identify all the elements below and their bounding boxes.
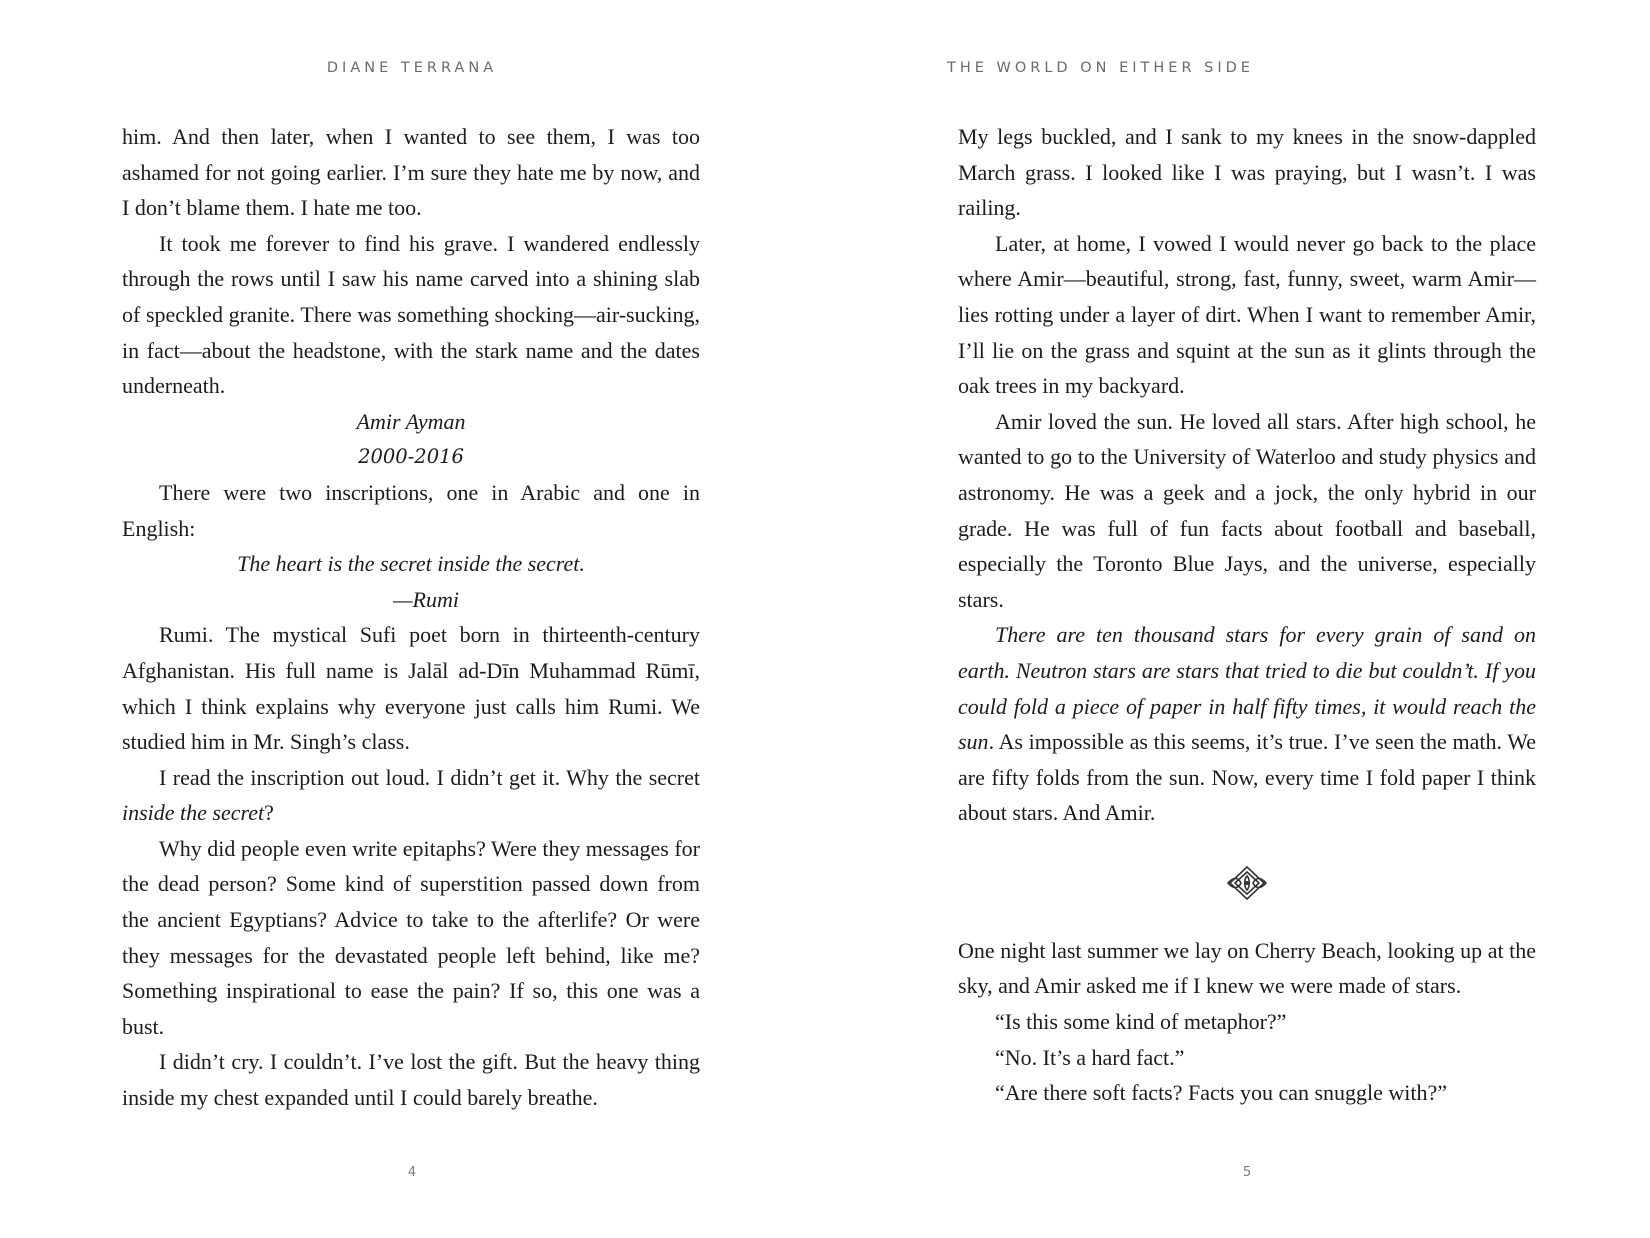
left-page-body [122, 119, 700, 1116]
paragraph [958, 617, 1536, 831]
inscription-quote: The heart is the secret inside the secret. [237, 551, 585, 577]
text-run: . As impossible as this seems, it’s true. I’ve seen the math. We are fifty folds from the sun. Now, every time I fold paper I think about stars. And Amir. [958, 729, 1536, 826]
fleuron-ornament-icon [1224, 865, 1270, 901]
dialogue-line: “No. It’s a hard fact.” [995, 1044, 1185, 1070]
right-page [825, 0, 1650, 1238]
paragraph: Why did people even write epitaphs? Were they messages for the dead person? Some kind of superstition passed down from the ancient Egyptians? Advice to take to the afterlife? Or were they messages for the devastated people left behind, like me? Something inspirational to ease the pain? If so, this one was a bust. [122, 835, 700, 1039]
paragraph: My legs buckled, and I sank to my knees in the snow-dappled March grass. I looked like I was praying, but I wasn’t. I was railing. [958, 124, 1536, 221]
italic-text-run: inside the secret [122, 800, 265, 826]
inscription-attribution: —Rumi [393, 586, 459, 612]
right-page-body [958, 119, 1536, 1111]
paragraph [122, 760, 700, 831]
italic-text-run: There are ten thousand stars for every grain of sand on earth. Neutron stars are stars that tried to die but couldn’t. If you could fold a piece of paper in half fifty times, it would reach the sun [958, 622, 1536, 755]
paragraph: One night last summer we lay on Cherry Beach, looking up at the sky, and Amir asked me if I knew we were made of stars. [958, 937, 1536, 999]
paragraph: Rumi. The mystical Sufi poet born in thirteenth-century Afghanistan. His full name is Jalāl ad-Dīn Muhammad Rūmī, which I think explains why everyone just calls him Rumi. We studied him in Mr. Singh’s class. [122, 622, 700, 755]
text-run: I read the inscription out loud. I didn’t get it. Why the secret [159, 764, 700, 790]
text-run: ? [264, 800, 274, 826]
dialogue-line: “Is this some kind of metaphor?” [995, 1009, 1287, 1035]
paragraph: There were two inscriptions, one in Arabic and one in English: [122, 479, 700, 541]
headstone-dates: 2000-2016 [358, 445, 464, 469]
headstone-name: Amir Ayman [356, 408, 466, 434]
paragraph: It took me forever to find his grave. I wandered endlessly through the rows until I saw his name carved into a shining slab of speckled granite. There was something shocking—air-sucking, in fact—about the headstone, with the stark name and the dates underneath. [122, 230, 700, 399]
paragraph: Later, at home, I vowed I would never go back to the place where Amir—beautiful, strong, fast, funny, sweet, warm Amir—lies rotting under a layer of dirt. When I want to remember Amir, I’ll lie on the grass and squint at the sun as it glints through the oak trees in my backyard. [958, 230, 1536, 399]
running-head-title: THE WORLD ON EITHER SIDE [947, 60, 1254, 76]
paragraph: him. And then later, when I wanted to see them, I was too ashamed for not going earlier. I’m sure they hate me by now, and I don’t blame them. I hate me too. [122, 124, 700, 221]
running-head-author: DIANE TERRANA [326, 60, 498, 76]
page-number: 5 [1242, 1165, 1252, 1180]
paragraph: Amir loved the sun. He loved all stars. After high school, he wanted to go to the University of Waterloo and study physics and astronomy. He was a geek and a jock, the only hybrid in our grade. He was full of fun facts about football and baseball, especially the Toronto Blue Jays, and the universe, especially stars. [958, 408, 1536, 612]
paragraph: I didn’t cry. I couldn’t. I’ve lost the gift. But the heavy thing inside my chest expanded until I could barely breathe. [122, 1049, 700, 1111]
dialogue-line: “Are there soft facts? Facts you can snuggle with?” [995, 1080, 1448, 1106]
page-number: 4 [407, 1165, 417, 1180]
